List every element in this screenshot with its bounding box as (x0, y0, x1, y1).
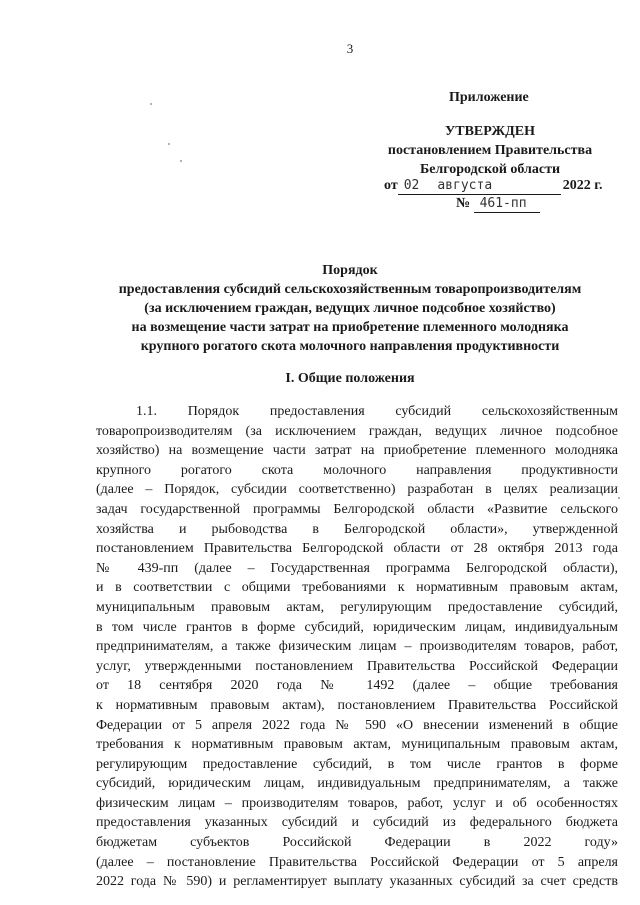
body-line: задач государственной программы Белгородской области «Развитие сельского (96, 501, 618, 517)
scan-speck (618, 497, 620, 499)
body-line: Федерации от 5 апреля 2022 года № 590 «О внесении изменений в общие (96, 717, 618, 733)
page-number: 3 (346, 41, 354, 56)
body-line: хозяйства и рыбоводства в Белгородской области», утвержденной (96, 521, 618, 537)
body-line: № 439-пп (далее – Государственная программа Белгородской области), (96, 560, 618, 576)
body-line: 1.1. Порядок предоставления субсидий сельскохозяйственным (136, 404, 618, 419)
body-line: (далее – постановление Правительства Российской Федерации от 5 апреля (96, 854, 618, 870)
date-year: 2022 г. (562, 178, 603, 193)
number-prefix: № (456, 196, 471, 211)
number-fill (474, 196, 540, 213)
title-line-2: предоставления субсидий сельскохозяйственным товаропроизводителям (118, 282, 582, 297)
title-line-3: (за исключением граждан, ведущих личное подсобное хозяйство) (144, 301, 556, 316)
body-line: требования к нормативным правовым актам, муниципальным правовым актам, (96, 737, 618, 753)
approval-number (456, 196, 540, 213)
body-line: муниципальным правовым актам, регулирующим предоставление субсидий, (96, 599, 618, 615)
section-heading: I. Общие положения (285, 371, 415, 386)
number-value: 461-пп (479, 196, 527, 211)
body-line: бюджетам субъектов Российской Федерации в 2022 году» (96, 835, 618, 851)
body-line: товаропроизводителям (за исключением граждан, ведущих личное подсобное (96, 423, 618, 439)
body-line: физическим лицам – производителям товаров, работ, услуг и об особенностях (96, 795, 618, 811)
body-line: к нормативным правовым актам), постановлением Правительства Российской (96, 697, 618, 713)
appendix-label: Приложение (449, 90, 529, 105)
approval-block (370, 122, 610, 179)
body-line: хозяйство) на возмещение части затрат на приобретение племенного молодняка (96, 443, 618, 459)
body-line: в том числе грантов в форме субсидий, юридическим лицам, индивидуальным (96, 619, 618, 635)
body-text (96, 402, 618, 892)
document-title (80, 261, 620, 356)
date-day: 02 (403, 178, 420, 193)
date-fill (398, 178, 561, 195)
scan-speck (180, 160, 182, 162)
title-line-1: Порядок (322, 263, 378, 278)
date-prefix: от (384, 178, 398, 193)
body-line: предпринимателям, а также физическим лицам – производителям товаров, работ, (96, 639, 618, 655)
approval-heading: УТВЕРЖДЕН (444, 124, 536, 139)
body-line: постановлением Правительства Белгородской области от 28 октября 2013 года (96, 541, 618, 557)
body-line: регулирующим предоставление субсидий, в том числе грантов в форме (96, 756, 618, 772)
body-line: (далее – Порядок, субсидии соответственно) разработан в целях реализации (96, 482, 618, 498)
scan-speck (168, 143, 170, 145)
body-line: от 18 сентября 2020 года № 1492 (далее – общие требования (96, 678, 618, 694)
body-line: крупного рогатого скота молочного направления продуктивности (96, 462, 618, 478)
approval-date (384, 178, 602, 195)
title-line-5: крупного рогатого скота молочного направления продуктивности (140, 339, 560, 354)
scan-speck (150, 103, 152, 105)
approval-line-2: Белгородской области (419, 162, 561, 177)
date-month: августа (437, 178, 493, 193)
body-line: предоставления указанных субсидий и субсидий из федерального бюджета (96, 815, 618, 831)
body-line: субсидий, юридическим лицам, индивидуальным предпринимателям, а также (96, 776, 618, 792)
body-line: и в соответствии с общими требованиями к нормативным правовым актам, (96, 580, 618, 596)
title-line-4: на возмещение части затрат на приобретение племенного молодняка (131, 320, 569, 335)
approval-line-1: постановлением Правительства (387, 143, 593, 158)
body-line: услуг, утвержденными постановлением Правительства Российской Федерации (96, 658, 618, 674)
body-line: 2022 года № 590) и регламентирует выплату указанных субсидий за счет средств (96, 874, 618, 890)
